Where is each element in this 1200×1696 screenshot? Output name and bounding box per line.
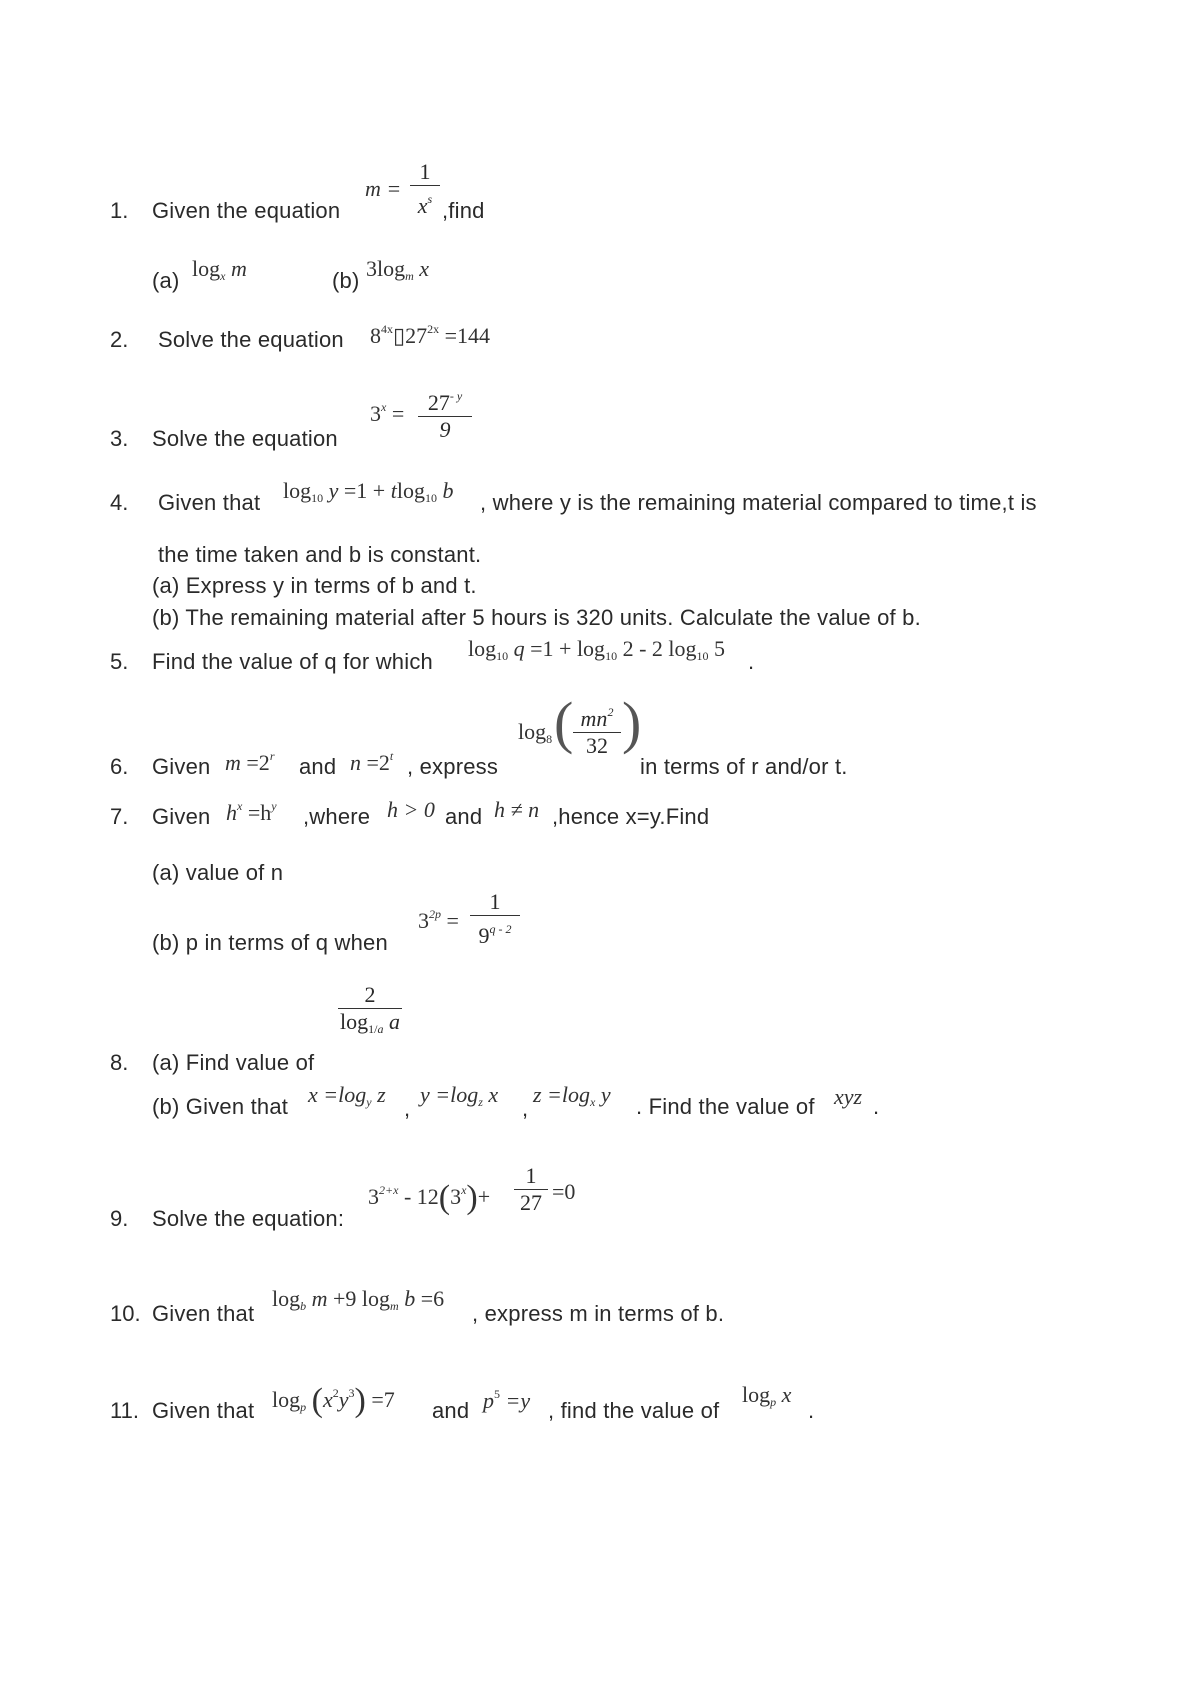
q4-t: t: [390, 478, 397, 503]
q6-frac-num: mn: [580, 706, 608, 731]
q7-b-num: 1: [489, 889, 501, 914]
q4-log1: log: [283, 478, 312, 503]
q10-base2: m: [390, 1299, 399, 1313]
q9-lparen: (: [438, 1179, 451, 1216]
q7-b: (b) p in terms of q when: [152, 930, 388, 955]
q1-text: Given the equation: [152, 198, 341, 223]
q1-a-label: (a): [152, 268, 180, 293]
q11-after: , find the value of: [548, 1398, 720, 1423]
q9-fraction: [514, 1164, 548, 1215]
q9-num: 1: [525, 1163, 537, 1188]
q6-left-paren: (: [554, 690, 574, 755]
q6-log: [518, 721, 552, 745]
q11-rparen: ): [354, 1382, 366, 1419]
q11-m2-exp: 5: [494, 1387, 500, 1401]
q9-inner-exp: x: [461, 1183, 467, 1197]
q7-math1: [226, 800, 277, 824]
q11-yexp: 3: [348, 1386, 355, 1400]
q4-math: [283, 480, 453, 504]
q10-text: Given that: [152, 1301, 255, 1326]
q8-frac-den-log: log: [340, 1009, 369, 1034]
q4-log2: log: [396, 478, 425, 503]
q8-m1-base: y: [366, 1095, 372, 1109]
q8-m1-arg: z: [377, 1082, 386, 1107]
q10-arg1: m: [311, 1286, 328, 1311]
q11-end: .: [808, 1398, 815, 1423]
q3-lhs: [370, 401, 404, 425]
q8-math1: [308, 1084, 386, 1108]
q5-number: 5.: [110, 649, 129, 674]
q7-number: 7.: [110, 804, 129, 829]
q8-math3: [533, 1084, 611, 1108]
q1-a-base: x: [220, 269, 226, 283]
q7-m1-hexp2: y: [271, 799, 277, 813]
q8-m3: z =log: [533, 1082, 591, 1107]
q8-comma1: ,: [404, 1096, 411, 1121]
q5-after: .: [748, 649, 755, 674]
q1-a-log: log: [192, 256, 221, 281]
q11-base: p: [300, 1400, 307, 1414]
q9-rparen: ): [466, 1179, 478, 1216]
q10-log1: log: [272, 1286, 301, 1311]
q3-num-exp: - y: [449, 389, 463, 403]
q6-log-base: 8: [546, 732, 553, 746]
q5-base2: 10: [605, 649, 618, 663]
q7-after: ,hence x=y.Find: [552, 804, 710, 829]
q7-where: ,where: [303, 804, 371, 829]
q2-op: ▯: [393, 323, 406, 348]
q6-m2-lhs: n: [350, 750, 361, 775]
q4-a: (a) Express y in terms of b and t.: [152, 573, 477, 598]
q7-b-fraction: [470, 890, 520, 948]
q6-after: in terms of r and/or t.: [640, 754, 848, 779]
q5-q: q: [513, 636, 525, 661]
q5-five: 5: [714, 636, 726, 661]
q8-m3-arg: y: [600, 1082, 611, 1107]
q6-m1-exp: r: [269, 749, 275, 763]
q11-lparen: (: [311, 1382, 323, 1419]
q1-b-log: log: [377, 256, 406, 281]
q4-base1: 10: [311, 491, 324, 505]
q7-b-eq: =: [446, 908, 459, 933]
q9-den: 27: [520, 1190, 542, 1215]
q10-number: 10.: [110, 1301, 141, 1326]
q8-comma2: ,: [522, 1096, 529, 1121]
q8-m3-base: x: [590, 1095, 596, 1109]
q11-math2: [483, 1388, 530, 1412]
q6-express: , express: [407, 754, 499, 779]
q11-number: 11.: [110, 1398, 139, 1423]
q6-m1-lhs: m: [225, 750, 241, 775]
q11-y: y: [338, 1387, 349, 1412]
q2-math: [370, 323, 490, 347]
q3-num-base: 27: [427, 390, 450, 415]
q11-m2-rhs: =y: [505, 1388, 531, 1413]
q11-math1: [272, 1384, 395, 1418]
q10-arg2: b: [404, 1286, 416, 1311]
q1-eq-num: 1: [419, 159, 431, 184]
q6-math1: [225, 750, 274, 774]
q6-and: and: [299, 754, 337, 779]
q11-math3: [742, 1384, 791, 1408]
q2-number: 2.: [110, 327, 129, 352]
q10-mid: +9 log: [333, 1286, 391, 1311]
q11-m3-base: p: [770, 1395, 777, 1409]
q6-fraction: [573, 700, 621, 758]
q9-plus: +: [477, 1184, 491, 1209]
q1-b-coef: 3: [366, 256, 377, 281]
q8-b: (b) Given that: [152, 1094, 289, 1119]
q7-m1-hexp: x: [237, 799, 243, 813]
q11-xexp: 2: [332, 1386, 339, 1400]
q7-b-lhs-exp: 2p: [429, 907, 441, 921]
q3-eq: =: [391, 401, 405, 426]
q10-after: , express m in terms of b.: [472, 1301, 725, 1326]
q2-base2: 27: [405, 323, 428, 348]
q7-b-den-base: 9: [478, 923, 490, 948]
q11-and: and: [432, 1398, 470, 1423]
q5-two: 2 - 2 log: [622, 636, 697, 661]
q6-text: Given: [152, 754, 211, 779]
q7-b-lhs-base: 3: [418, 908, 429, 933]
q7-b-lhs: [418, 908, 459, 932]
q1-eq-den: x: [417, 193, 428, 218]
q8-number: 8.: [110, 1050, 129, 1075]
q11-m2-base: p: [483, 1388, 494, 1413]
q8-xyz: xyz: [834, 1084, 863, 1109]
q8-m2-arg: x: [488, 1082, 499, 1107]
q4-y: y: [328, 478, 339, 503]
q6-frac-den: 32: [586, 733, 608, 758]
q2-text: Solve the equation: [158, 327, 344, 352]
q10-rhs: =6: [420, 1286, 445, 1311]
q7-math3: h ≠ n: [494, 797, 540, 822]
q2-base1: 8: [370, 323, 381, 348]
q7-text: Given: [152, 804, 211, 829]
q3-lhs-exp: x: [381, 400, 387, 414]
q4-line2: the time taken and b is constant.: [158, 542, 482, 567]
q6-frac-num-exp: 2: [607, 705, 614, 719]
q7-m1-h: h: [226, 800, 237, 825]
q5-base1: 10: [496, 649, 509, 663]
q8-frac-den-sub-den: a: [377, 1022, 384, 1036]
q7-m1-eq: =h: [247, 800, 272, 825]
q9-rhs: =0: [552, 1179, 576, 1204]
q4-number: 4.: [110, 490, 129, 515]
q11-m3-arg: x: [781, 1382, 792, 1407]
q6-log-word: log: [518, 719, 547, 744]
q8-b-after: . Find the value of: [636, 1094, 815, 1119]
q8-m2: y =log: [420, 1082, 479, 1107]
q2-exp1: 4x: [381, 322, 393, 336]
q1-eq-fraction: [410, 160, 440, 218]
q1-b-arg: x: [419, 256, 430, 281]
q3-text: Solve the equation: [152, 426, 338, 451]
q11-log: log: [272, 1387, 301, 1412]
q1-b-label: (b): [332, 268, 360, 293]
q5-math: [468, 638, 725, 662]
q3-den: 9: [439, 417, 451, 442]
q8-end: .: [873, 1094, 880, 1119]
q8-frac-num: 2: [364, 982, 376, 1007]
q2-exp2: 2x: [427, 322, 440, 336]
q7-math2: h > 0: [387, 797, 435, 822]
q1-a-arg: m: [230, 256, 247, 281]
q4-b: (b) The remaining material after 5 hours is 320 units. Calculate the value of b.: [152, 605, 921, 630]
q11-x: x: [322, 1387, 333, 1412]
q3-number: 3.: [110, 426, 129, 451]
q9-math: [368, 1181, 490, 1215]
q6-math2: [350, 750, 393, 774]
q5-base3: 10: [696, 649, 709, 663]
q7-b-fraction-bar: [470, 915, 520, 916]
q8-frac-den-arg: a: [388, 1009, 400, 1034]
q4-base2: 10: [424, 491, 437, 505]
q1-b-base: m: [405, 269, 414, 283]
q4-mid: =1 +: [343, 478, 386, 503]
q1-eq-lhs: m =: [365, 176, 402, 201]
q8-a: (a) Find value of: [152, 1050, 315, 1075]
q1-number: 1.: [110, 198, 129, 223]
q9-base: 3: [368, 1184, 379, 1209]
q11-m3-log: log: [742, 1382, 771, 1407]
q1-eq-den-exp: s: [427, 192, 433, 206]
q9-inner-base: 3: [450, 1184, 462, 1209]
q8-fraction: 2 $\log_{1/a} a$: [338, 983, 402, 1041]
q9-text: Solve the equation:: [152, 1206, 345, 1231]
q9-mid: - 12: [403, 1184, 439, 1209]
q1-b-math: [366, 258, 429, 282]
q1-fraction-bar: [410, 185, 440, 186]
q5-log1: log: [468, 636, 497, 661]
q6-m1-eq: =2: [246, 750, 270, 775]
q1-a-math: [192, 258, 247, 282]
q5-mid: =1 + log: [530, 636, 606, 661]
q6-number: 6.: [110, 754, 129, 779]
q7-and: and: [445, 804, 483, 829]
q5-text: Find the value of q for which: [152, 649, 433, 674]
q4-b: b: [442, 478, 454, 503]
q9-number: 9.: [110, 1206, 129, 1231]
q9-exp: 2+x: [379, 1183, 399, 1197]
q11-text: Given that: [152, 1398, 255, 1423]
q4-after: , where y is the remaining material compared to time,t is: [480, 490, 1037, 515]
q10-base1: b: [300, 1299, 307, 1313]
q6-m2-eq: =2: [366, 750, 390, 775]
q4-text: Given that: [158, 490, 261, 515]
q11-rhs: =7: [371, 1387, 395, 1412]
q3-lhs-base: 3: [370, 401, 381, 426]
q7-a: (a) value of n: [152, 860, 284, 885]
q2-rhs: =144: [444, 323, 491, 348]
q6-m2-exp: t: [389, 749, 394, 763]
q8-frac-den-sub-num: 1: [368, 1022, 375, 1036]
q7-b-den-exp: q - 2: [489, 922, 512, 936]
q8-m2-base: z: [478, 1095, 483, 1109]
q10-math: [272, 1288, 444, 1312]
q3-fraction: [418, 384, 472, 442]
q1-after: ,find: [442, 198, 485, 223]
q8-math2: [420, 1084, 498, 1108]
q6-right-paren: ): [622, 690, 642, 755]
q8-m1: x =log: [308, 1082, 367, 1107]
